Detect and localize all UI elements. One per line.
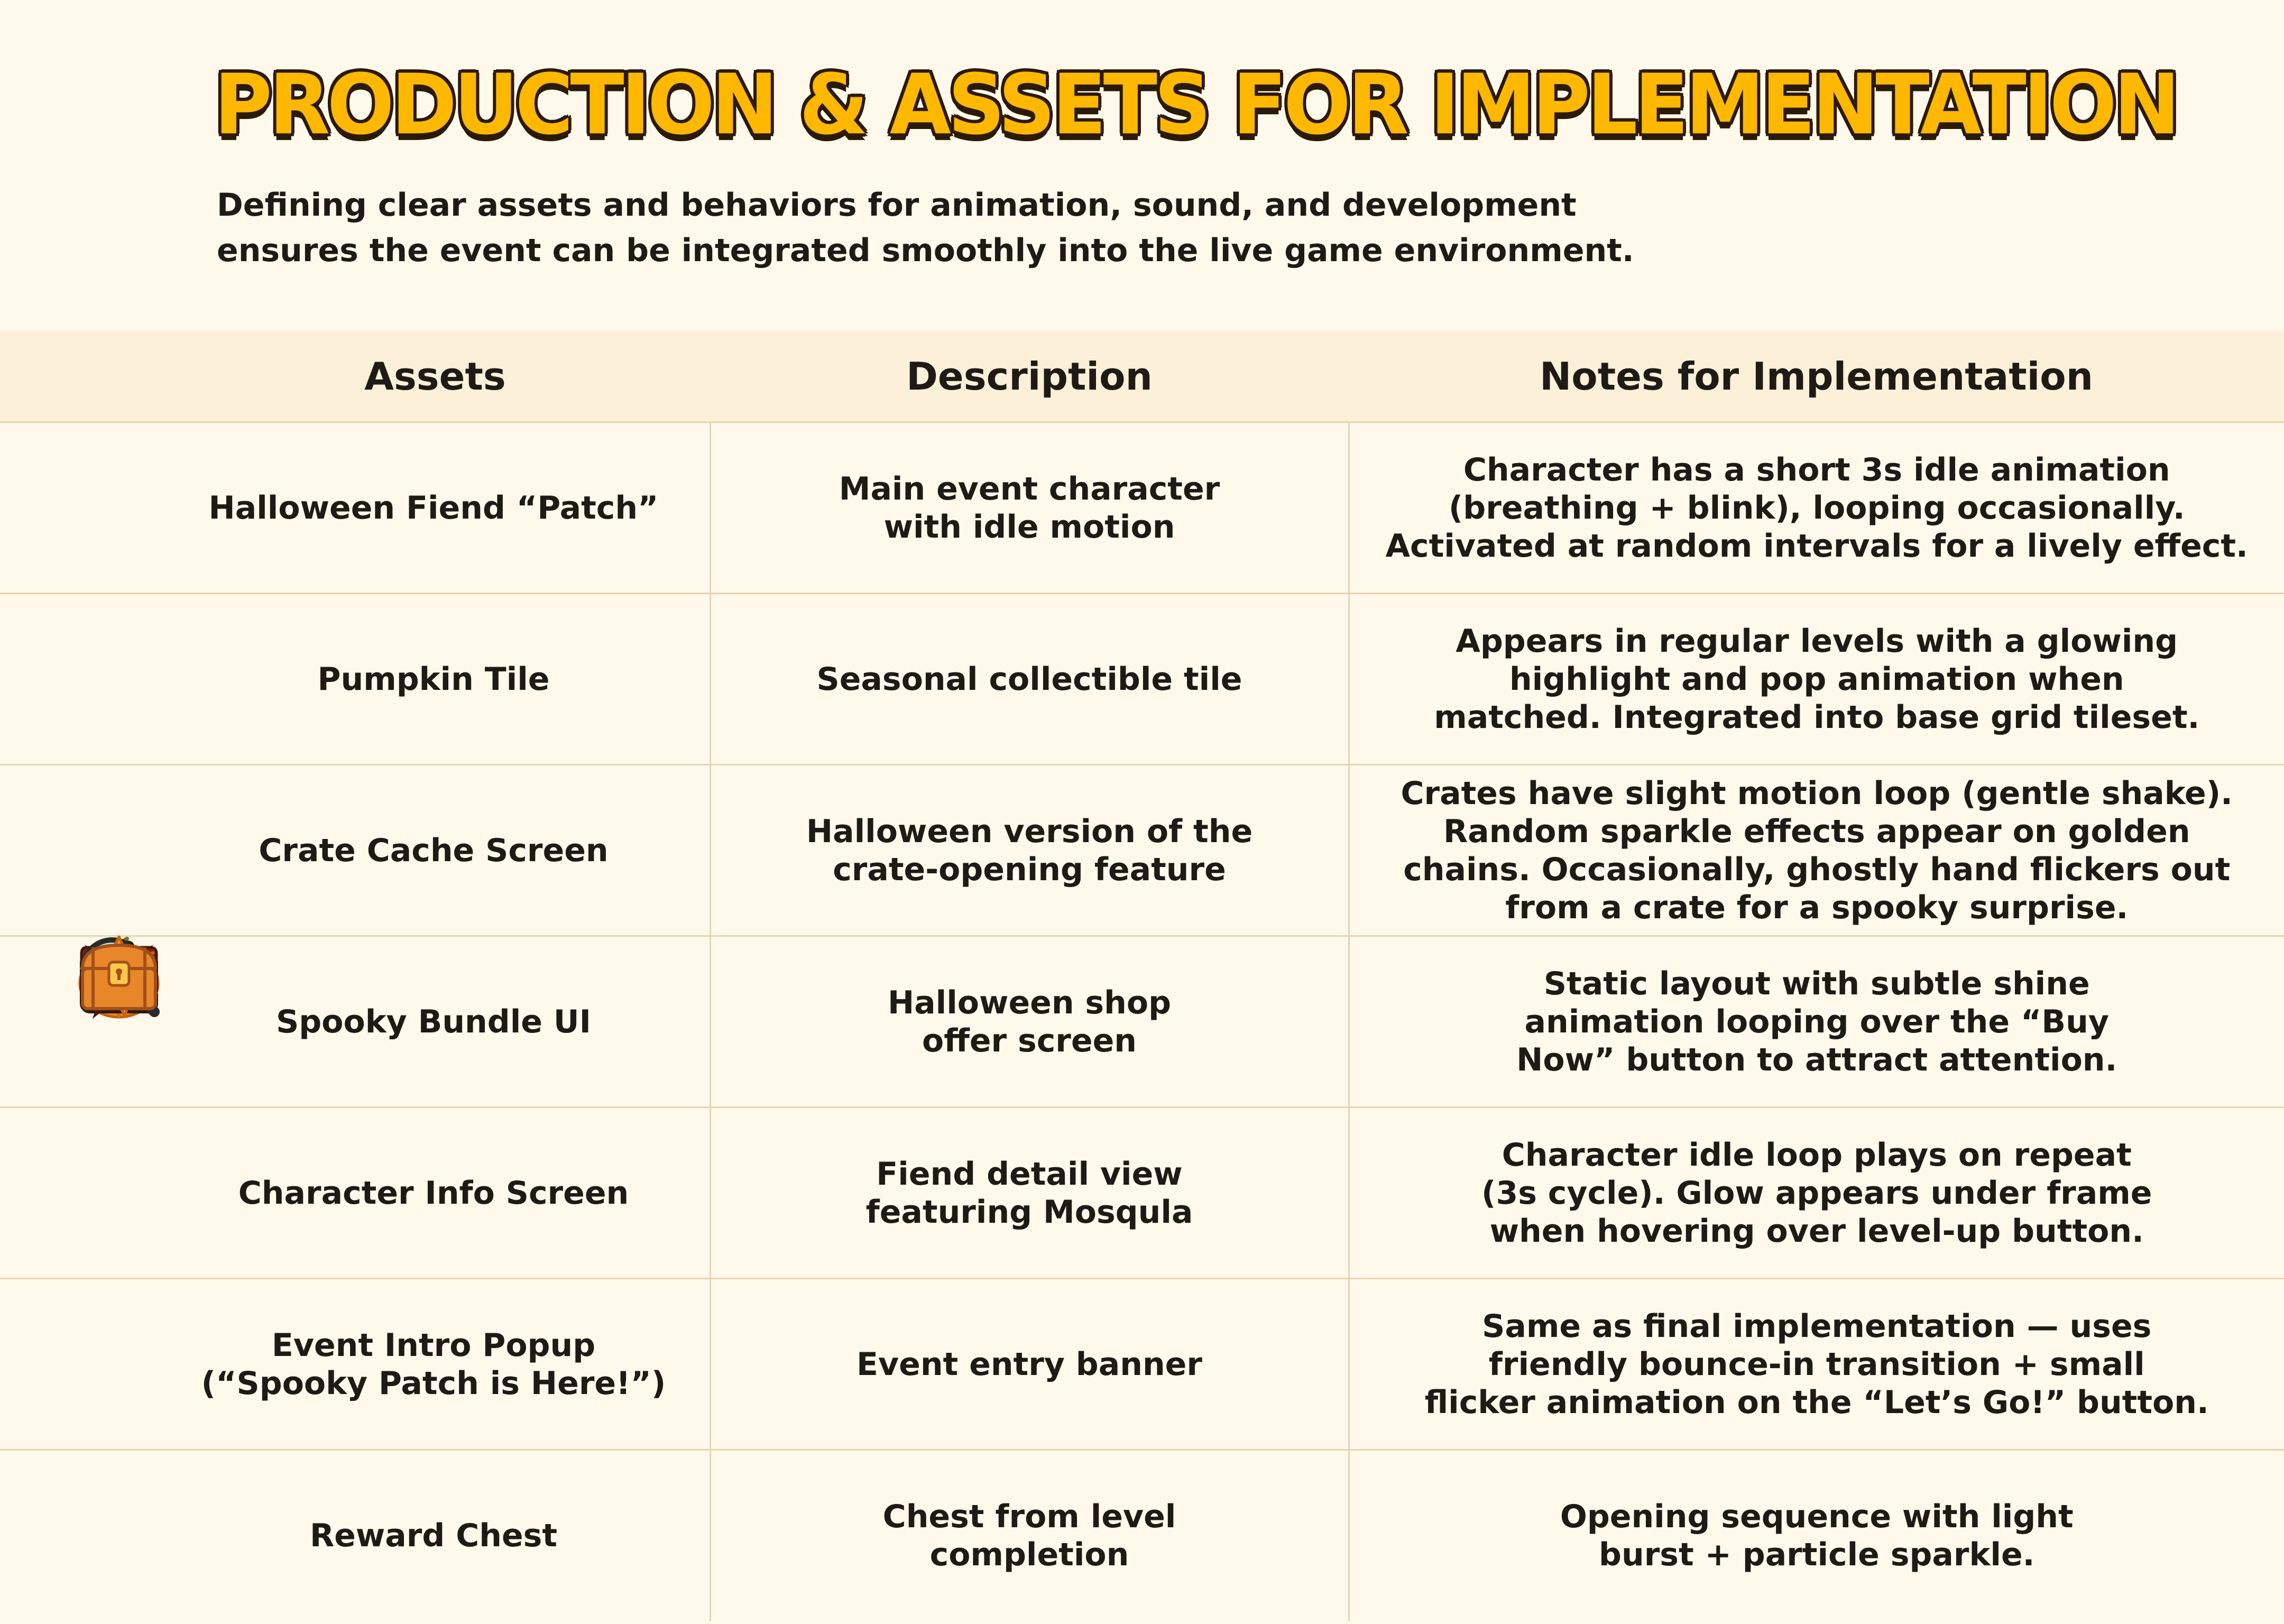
description-cell: Fiend detail view featuring Mosqula [710, 1108, 1349, 1279]
page-title: PRODUCTION & ASSETS FOR IMPLEMENTATION [214, 57, 2177, 154]
column-header-notes: Notes for Implementation [1349, 331, 2284, 422]
asset-cell [0, 422, 710, 594]
asset-name: Character Info Screen [238, 1174, 629, 1212]
asset-name: Reward Chest [309, 1517, 558, 1555]
table-row [0, 1108, 2284, 1279]
notes-cell: Static layout with subtle shine animation looping over the “Buy Now” button to attract attention. [1349, 936, 2284, 1108]
asset-cell [0, 1450, 710, 1621]
notes-cell: Crates have slight motion loop (gentle shake). Random sparkle effects appear on golden chains. Occasionally, ghostly hand flickers out from a crate for a spooky surprise. [1349, 765, 2284, 936]
table-row [0, 936, 2284, 1108]
asset-name: Halloween Fiend “Patch” [208, 489, 659, 527]
subtitle-line: Defining clear assets and behaviors for animation, sound, and development [217, 187, 1577, 224]
notes-cell: Same as final implementation — uses friendly bounce-in transition + small flicker animation on the “Let’s Go!” button. [1349, 1279, 2284, 1450]
notes-cell: Character has a short 3s idle animation (breathing + blink), looping occasionally. Activated at random intervals for a lively effect. [1349, 422, 2284, 594]
table-row [0, 1450, 2284, 1621]
table-row [0, 422, 2284, 594]
table-row [0, 1279, 2284, 1450]
table-header-row [0, 331, 2284, 422]
asset-name: Pumpkin Tile [317, 660, 550, 698]
table-row [0, 765, 2284, 936]
description-cell: Seasonal collectible tile [710, 594, 1349, 765]
treasure-chest-icon [74, 931, 164, 1021]
subtitle-line: ensures the event can be integrated smoothly into the live game environment. [217, 232, 1634, 269]
notes-cell: Character idle loop plays on repeat (3s cycle). Glow appears under frame when hovering over level-up button. [1349, 1108, 2284, 1279]
notes-cell: Opening sequence with light burst + particle sparkle. [1349, 1450, 2284, 1621]
assets-table [0, 331, 2284, 1621]
asset-name: Spooky Bundle UI [276, 1003, 591, 1040]
asset-cell [0, 594, 710, 765]
description-cell: Main event character with idle motion [710, 422, 1349, 594]
table-row [0, 594, 2284, 765]
description-cell: Event entry banner [710, 1279, 1349, 1450]
asset-name: Crate Cache Screen [259, 832, 609, 869]
description-cell: Halloween version of the crate-opening feature [710, 765, 1349, 936]
description-cell: Halloween shop offer screen [710, 936, 1349, 1108]
column-header-description: Description [710, 331, 1349, 422]
page-subtitle [217, 182, 1634, 273]
asset-cell [0, 765, 710, 936]
description-cell: Chest from level completion [710, 1450, 1349, 1621]
asset-cell [0, 1279, 710, 1450]
notes-cell: Appears in regular levels with a glowing highlight and pop animation when matched. Integrated into base grid tileset. [1349, 594, 2284, 765]
asset-cell [0, 1108, 710, 1279]
asset-name: Event Intro Popup (“Spooky Patch is Here!”) [201, 1326, 666, 1402]
column-header-assets: Assets [0, 331, 710, 422]
